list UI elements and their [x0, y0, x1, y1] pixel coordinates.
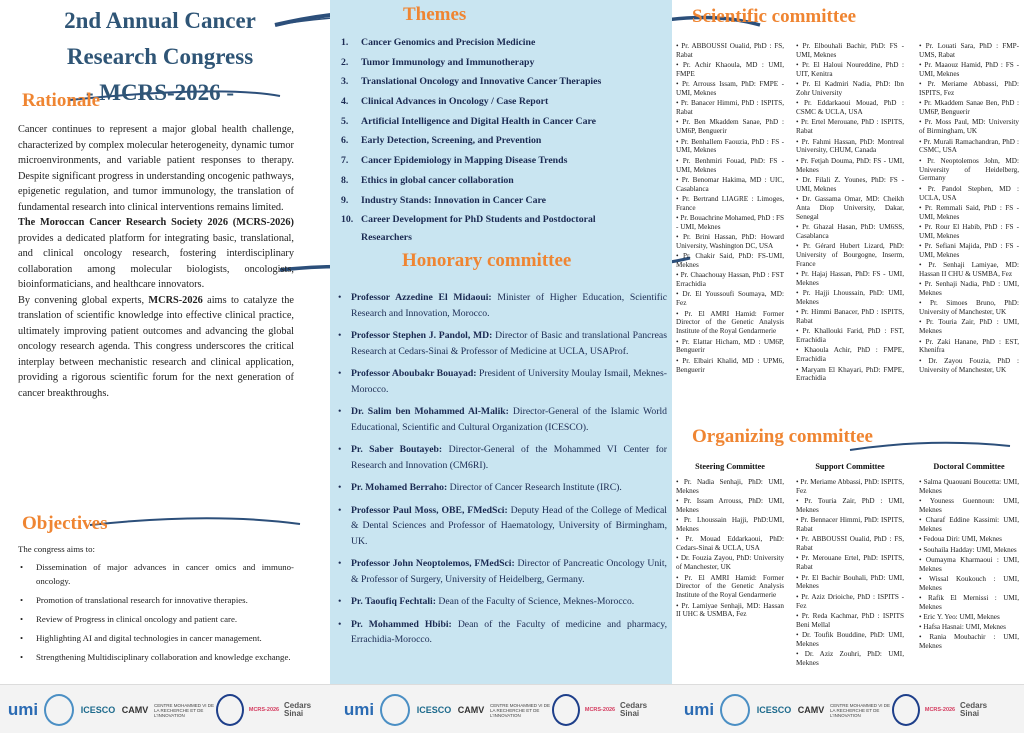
- theme-item: 5. Artificial Intelligence and Digital Health in Cancer Care: [341, 115, 597, 127]
- committee-member: • Pr. Arrouss Issam, PhD: FMPE - UMI, Meknes: [676, 80, 784, 98]
- committee-member: • Dr. Zayou Fouzia, PhD : University of Manchester, UK: [919, 356, 1019, 374]
- logo-group: [680, 688, 1016, 730]
- committee-member: • Pr. Elbairi Khalid, MD : UPM6, Benguerir: [676, 356, 784, 374]
- scientific-list-1: [676, 42, 784, 374]
- committee-member: • Pr. Senhaji Nadia, PhD : UMI, Meknes: [919, 280, 1019, 298]
- title-line-1: 2nd Annual Cancer: [64, 8, 256, 33]
- committee-member: • Pr. El AMRI Hamid: Former Director of the Genetic Analysis Institute of the Royal Gendarmerie: [676, 309, 784, 336]
- committee-member: • Rania Moubachir : UMI, Meknes: [919, 633, 1019, 651]
- mcrs-logo: MCRS-2026: [248, 707, 280, 713]
- scientific-column-1: [676, 42, 784, 376]
- objective-item: • Strengthening Multidisciplinary collaboration and knowledge exchange.: [18, 650, 294, 664]
- rationale-paragraph-3: By convening global experts, MCRS-2026 aims to catalyze the translation of scientific knowledge into effective clinical practice, ultimately improving patient outcomes and advancing the global oncology research agenda. This congress underscores the critical interplay between mechanistic research and clinical application, providing a rigorous scientific forum for the next generation of cancer breakthroughs.: [18, 294, 294, 399]
- steering-list: [676, 478, 784, 619]
- committee-member: • Dr. Aziz Zouhri, PhD: UMI, Meknes: [796, 649, 904, 667]
- objective-item: • Highlighting AI and digital technologies in cancer management.: [18, 631, 294, 645]
- objectives-intro: The congress aims to:: [18, 544, 95, 554]
- camv-logo: CAMV: [121, 705, 149, 715]
- committee-member: • Pr. Benomar Hakima, MD : UIC, Casablanca: [676, 175, 784, 193]
- institute-seal-icon: [552, 694, 580, 726]
- committee-member: • Pr. Chaachouay Hassan, PhD : FST Errachidia: [676, 271, 784, 289]
- committee-member: • Pr. Hajaj Hassan, PhD: FS - UMI, Meknes: [796, 270, 904, 287]
- institute-seal-icon: [216, 694, 244, 726]
- cm6ri-logo: CENTRE MOHAMMED VI DE LA RECHERCHE ET DE L'INNOVATION: [490, 702, 551, 718]
- honorary-member: • Professor Stephen J. Pandol, MD: Director of Basic and translational Pancreas Research at Cedars-Sinai & Professor of Medicine at UCLA, USAProf.: [337, 328, 667, 359]
- cedars-sinai-logo: Cedars Sinai: [960, 701, 988, 718]
- scientific-column-2: [796, 42, 904, 385]
- honorary-member: • Dr. Salim ben Mohammed Al-Malik: Director-General of the Islamic World Educational, Scientific and Cultural Organization (ICESCO).: [337, 404, 667, 435]
- theme-item: 8. Ethics in global cancer collaboration: [341, 174, 514, 186]
- scientific-list-2: [796, 42, 904, 383]
- themes-heading: Themes: [403, 4, 467, 25]
- committee-member: • Khaoula Achir, PhD : FMPE, Errachidia: [796, 346, 904, 364]
- rationale-text: [18, 122, 294, 401]
- umi-logo: umi: [7, 700, 39, 719]
- institute-seal-icon: [892, 694, 920, 726]
- theme-item: 1. Cancer Genomics and Precision Medicine: [341, 37, 536, 48]
- honorary-heading: Honorary committee: [402, 250, 572, 271]
- committee-member: • Pr. Eddarkaoui Mouad, PhD : CSMC & UCLA, USA: [796, 99, 904, 117]
- objective-item: • Review of Progress in clinical oncology and patient care.: [18, 612, 294, 626]
- icesco-logo: ICESCO: [416, 705, 452, 715]
- icesco-logo: ICESCO: [80, 705, 116, 715]
- theme-item: 9. Industry Stands: Innovation in Cancer Care: [341, 194, 546, 206]
- committee-member: • Pr. Achir Khaoula, MD : UMI, FMPE: [676, 61, 784, 79]
- committee-member: • Pr. Lhoussain Hajji, PhD:UMI, Meknes: [676, 516, 784, 534]
- university-seal-icon: [720, 694, 750, 726]
- committee-member: • Pr. Touria Zair, PhD : UMI, Meknes: [919, 318, 1019, 336]
- middle-column: [330, 0, 672, 684]
- cedars-sinai-logo: Cedars Sinai: [620, 701, 648, 718]
- committee-member: • Dr. Filali Z. Younes, PhD: FS - UMI, Meknes: [796, 175, 904, 193]
- committee-member: • Pr. El Haloui Noureddine, PhD : UIT, Kenitra: [796, 61, 904, 79]
- rationale-heading: Rationale: [22, 90, 101, 111]
- committee-member: • Rafik El Mernissi : UMI, Meknes: [919, 593, 1019, 611]
- cm6ri-logo: CENTRE MOHAMMED VI DE LA RECHERCHE ET DE L'INNOVATION: [154, 702, 215, 718]
- committee-member: • Pr. Merouane Ertel, PhD: ISPITS, Rabat: [796, 554, 904, 572]
- umi-logo: umi: [683, 700, 715, 719]
- rationale-paragraph-1: Cancer continues to represent a major global health challenge, characterized by complex molecular heterogeneity, dynamic tumor microenvironments, and variable patient responses to therapy. Despite significant progress in understanding oncogenic pathways, epigenetic regulation, and tumor immunology, the translation of fundamental research into clinical interventions remains limited.: [18, 124, 294, 213]
- committee-member: • Pr. ABBOUSSI Oualid, PhD : FS, Rabat: [796, 535, 904, 553]
- honorary-member: • Pr. Mohamed Berraho: Director of Cancer Research Institute (IRC).: [337, 480, 667, 496]
- scientific-column-3: [919, 42, 1019, 376]
- doctoral-list: [919, 478, 1019, 651]
- committee-member: • Pr. Benhallem Faouzia, PhD : FS - UMI, Meknes: [676, 137, 784, 155]
- honorary-member: • Pr. Taoufiq Fechtali: Dean of the Faculty of Science, Meknes-Morocco.: [337, 594, 667, 610]
- committee-member: • Pr. Khallouki Farid, PhD : FST, Errachidia: [796, 327, 904, 345]
- committee-member: • Eric Y. Yeo: UMI, Meknes: [919, 613, 1000, 622]
- scientific-heading: Scientific committee: [692, 6, 857, 27]
- committee-member: • Salma Quaouani Boucetta: UMI, Meknes: [919, 478, 1019, 495]
- objective-item: • Promotion of translational research for innovative therapies.: [18, 593, 294, 607]
- committee-member: • Pr. Reda Kachmar, PhD : ISPITS Beni Mellal: [796, 611, 904, 629]
- committee-member: • Pr. Nadia Senhaji, PhD: UMI, Meknes: [676, 478, 784, 495]
- objective-item: • Dissemination of major advances in cancer omics and immuno-oncology.: [18, 560, 294, 588]
- theme-item: 7. Cancer Epidemiology in Mapping Disease Trends: [341, 155, 568, 167]
- committee-member: • Pr. Meriame Abbassi, PhD: ISPITS, Fez: [796, 478, 904, 495]
- committee-member: • Pr. Neoptolemos John, MD: University of Heidelberg, Germany: [919, 156, 1019, 183]
- committee-member: • Pr. Senhaji Lamiyae, MD: Hassan II CHU & USMBA, Fez: [919, 261, 1019, 279]
- mcrs-bold-name: The Moroccan Cancer Research Society 2026 (MCRS-2026): [18, 217, 294, 228]
- committee-member: • Pr. Himmi Banacer, PhD : ISPITS, Rabat: [796, 308, 904, 326]
- committee-member: • Hafsa Hasnai: UMI, Meknes: [919, 623, 1006, 632]
- university-seal-icon: [44, 694, 74, 726]
- rationale-paragraph-2: The Moroccan Cancer Research Society 2026 (MCRS-2026) provides a dedicated platform for integrating basic, translational, and clinical oncology research, fostering interdisciplinary collaboration among molecular biologists, oncologists, bioinformaticians, and healthcare innovators.: [18, 217, 294, 290]
- committee-member: • Pr. Benhmiri Fouad, PhD: FS - UMI, Meknes: [676, 156, 784, 174]
- theme-item: 4. Clinical Advances in Oncology / Case Report: [341, 96, 549, 108]
- logo-group: [340, 688, 676, 730]
- committee-member: • Pr. Zaki Hanane, PhD : EST, Khenifra: [919, 337, 1019, 355]
- committee-member: • Oumayma Kharmaoui : UMI, Meknes: [919, 555, 1019, 573]
- committee-member: • Pr. Louati Sara, PhD : FMP-UMS, Rabat: [919, 42, 1019, 59]
- title-line-2: Research Congress: [66, 44, 254, 69]
- committee-member: • Pr. Lamiyae Senhaji, MD: Hassan II UHC & USMBA, Fez: [676, 601, 784, 619]
- committee-member: • Pr. El Kadmiri Nadia, PhD: Ibn Zohr University: [796, 80, 904, 98]
- title-line-3: - MCRS-2026 -: [85, 80, 235, 105]
- umi-logo: umi: [343, 700, 375, 719]
- committee-member: • Pr. Bouachrine Mohamed, PhD : FS - UMI, Meknes: [676, 213, 784, 231]
- theme-item: 6. Early Detection, Screening, and Prevention: [341, 135, 542, 147]
- committee-member: • Souhaila Hadday: UMI, Meknes: [919, 545, 1017, 554]
- committee-member: • Pr. Ertel Merouane, PhD : ISPITS, Rabat: [796, 118, 904, 136]
- honorary-member: • Professor Azzedine El Midaoui: Minister of Higher Education, Scientific Research and Innovation, Morocco.: [337, 290, 667, 321]
- committee-member: • Pr. Mouad Eddarkaoui, PhD: Cedars-Sinai & UCLA, USA: [676, 535, 784, 553]
- cedars-sinai-logo: Cedars Sinai: [284, 701, 312, 718]
- committee-member: • Maryam El Khayari, PhD: FMPE, Errachidia: [796, 365, 904, 383]
- support-list: [796, 478, 904, 668]
- mcrs-logo: MCRS-2026: [924, 707, 956, 713]
- committee-member: • Pr. Elbouhali Bachir, PhD: FS - UMI, Meknes: [796, 42, 904, 59]
- committee-member: • Pr. Fetjah Douma, PhD: FS - UMI, Meknes: [796, 156, 904, 174]
- committee-member: • Pr. Bertrand LIAGRE : Limoges, France: [676, 194, 784, 212]
- committee-member: • Pr. Simoes Bruno, PhD: University of Manchester, UK: [919, 299, 1019, 317]
- committee-member: • Pr. Maaouz Hamid, PhD : FS - UMI, Meknes: [919, 61, 1019, 79]
- scientific-list-3: [919, 42, 1019, 374]
- committee-member: • Dr. Gassama Omar, MD: Cheikh Anta Diop University, Dakar, Senegal: [796, 194, 904, 221]
- committee-member: • Pr. Murali Ramachandran, PhD : CSMC, USA: [919, 137, 1019, 155]
- committee-member: • Pr. Issam Arrouss, PhD: UMI, Meknes: [676, 497, 784, 515]
- committee-member: • Pr. Touria Zair, PhD : UMI, Meknes: [796, 497, 904, 515]
- committee-member: • Pr. Rour El Habib, PhD : FS - UMI, Meknes: [919, 222, 1019, 240]
- support-committee: [796, 462, 904, 669]
- committee-member: • Pr. Mkaddem Sanae Ben, PhD : UM6P, Benguerir: [919, 99, 1019, 117]
- theme-item: 3. Translational Oncology and Innovative Cancer Therapies: [341, 76, 602, 88]
- doctoral-committee: [919, 462, 1019, 653]
- committee-member: • Pr. Chakir Said, PhD: FS-UMI, Meknes: [676, 252, 784, 270]
- honorary-member: • Professor Aboubakr Bouayad: President of University Moulay Ismail, Meknes-Morocco.: [337, 366, 667, 397]
- steering-committee: [676, 462, 784, 621]
- committee-member: • Pr. Meriame Abbassi, PhD: ISPITS, Fez: [919, 80, 1019, 98]
- committee-member: • Wissal Koukouch : UMI, Meknes: [919, 574, 1019, 592]
- committee-member: • Pr. Elattar Hicham, MD : UM6P, Benguerir: [676, 337, 784, 355]
- committee-member: • Pr. ABBOUSSI Oualid, PhD : FS, Rabat: [676, 42, 784, 59]
- committee-member: • Pr. Fahmi Hassan, PhD: Montreal University, CHUM, Canada: [796, 137, 904, 155]
- honorary-member: • Professor Paul Moss, OBE, FMedSci: Deputy Head of the College of Medical & Dental Sciences and Professor of Haematology, University of Birmingham, UK.: [337, 503, 667, 550]
- committee-member: • Pr. Hajji Lhoussain, PhD: UMI, Meknes: [796, 289, 904, 307]
- committee-member: • Pr. Bennacer Himmi, PhD: ISPITS, Rabat: [796, 516, 904, 534]
- committee-member: • Youness Guennoun: UMI, Meknes: [919, 497, 1019, 515]
- committee-member: • Pr. Remmali Said, PhD : FS - UMI, Meknes: [919, 203, 1019, 221]
- committee-member: • Pr. Sefiani Majida, PhD : FS - UMI, Meknes: [919, 242, 1019, 259]
- committee-member: • Charaf Eddine Kassimi: UMI, Meknes: [919, 516, 1019, 534]
- objectives-heading: Objectives: [22, 513, 108, 534]
- theme-item: 10. Career Development for PhD Students and Postdoctoral Researchers: [341, 214, 596, 244]
- honorary-member: • Professor John Neoptolemos, FMedSci: Director of Pancreatic Oncology Unit, & Professor of Surgery, University of Heidelberg, Germany.: [337, 556, 667, 587]
- objectives-list: [18, 560, 294, 664]
- icesco-logo: ICESCO: [756, 705, 792, 715]
- committee-member: • Pr. El AMRI Hamid: Former Director of the Genetic Analysis Institute of the Royal Gendarmerie: [676, 573, 784, 600]
- honorary-member: • Pr. Mohammed Hbibi: Dean of the Faculty of medicine and pharmacy, Errachidia-Morocco.: [337, 617, 667, 648]
- objectives-list-wrap: [18, 560, 294, 669]
- themes-list-wrap: [341, 34, 641, 249]
- right-column: [672, 0, 1024, 684]
- left-column: [0, 0, 330, 684]
- committee-member: • Pr. Pandol Stephen, MD : UCLA, USA: [919, 184, 1019, 202]
- committee-member: • Pr. Aziz Drioiche, PhD : ISPITS - Fez: [796, 592, 904, 610]
- doctoral-committee-title: Doctoral Committee: [933, 462, 1005, 471]
- sponsor-logo-bar: [0, 684, 1024, 733]
- committee-member: • Pr. Moss Paul, MD: University of Birmingham, UK: [919, 118, 1019, 136]
- committee-member: • Fedoua Diri: UMI, Meknes: [919, 535, 1002, 544]
- support-committee-title: Support Committee: [815, 462, 885, 471]
- camv-logo: CAMV: [797, 705, 825, 715]
- steering-committee-title: Steering Committee: [695, 462, 765, 471]
- logo-group: [4, 688, 340, 730]
- honorary-member: • Pr. Saber Boutayeb: Director-General of the Mohammed VI Center for Research and Innovation (CM6RI).: [337, 442, 667, 473]
- committee-member: • Dr. Toufik Bouddine, PhD: UMI, Meknes: [796, 630, 904, 648]
- committee-member: • Pr. Banacer Himmi, PhD : ISPITS, Rabat: [676, 99, 784, 117]
- themes-list: [341, 34, 641, 247]
- committee-member: • Pr. El Bachir Bouhali, PhD: UMI, Meknes: [796, 573, 904, 591]
- camv-logo: CAMV: [457, 705, 485, 715]
- committee-member: • Dr. El Youssoufi Soumaya, MD: Fez: [676, 290, 784, 308]
- honorary-list: [337, 290, 667, 648]
- mcrs-logo: MCRS-2026: [584, 707, 616, 713]
- committee-member: • Pr. Ghazal Hasan, PhD: UM6SS, Casablanca: [796, 222, 904, 240]
- theme-item: 2. Tumor Immunology and Immunotherapy: [341, 56, 535, 68]
- organizing-heading: Organizing committee: [692, 426, 873, 447]
- cm6ri-logo: CENTRE MOHAMMED VI DE LA RECHERCHE ET DE L'INNOVATION: [830, 702, 891, 718]
- committee-member: • Pr. Gérard Hubert Lizard, PhD: University of Bourgogne, Inserm, France: [796, 242, 904, 268]
- committee-member: • Dr. Fouzia Zayou, PhD: University of Manchester, UK: [676, 554, 784, 572]
- committee-member: • Pr. Brini Hassan, PhD: Howard University, Washington DC, USA: [676, 233, 784, 250]
- committee-member: • Pr. Ben Mkaddem Sanae, PhD : UM6P, Benguerir: [676, 118, 784, 136]
- university-seal-icon: [380, 694, 410, 726]
- honorary-list-wrap: [337, 290, 667, 655]
